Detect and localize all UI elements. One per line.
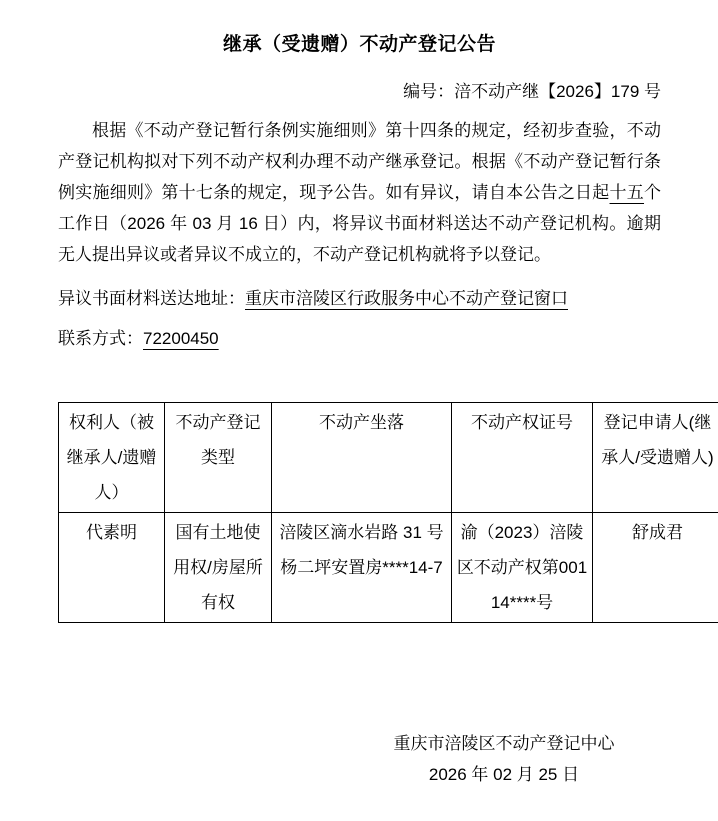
- issue-date: 2026 年 02 月 25 日: [428, 765, 580, 784]
- notice-text-after: 个工作日（2026 年 03 月 16 日）内，将异议书面材料送达不动产登记机构。逾期无人提出异议或者异议不成立的，不动产登记机构就将予以登记。: [58, 183, 662, 264]
- notice-paragraph: [58, 115, 661, 270]
- col-header-applicant: 登记申请人(继承人/受遗赠人): [593, 403, 718, 513]
- col-header-registration-type: 不动产登记类型: [165, 403, 272, 513]
- objection-address-line: [58, 283, 661, 314]
- cell-property-location: 涪陵区滴水岩路 31 号杨二坪安置房****14-7: [272, 513, 452, 623]
- table-header: [59, 403, 718, 513]
- table-body: [59, 513, 718, 623]
- page-title: 继承（受遗赠）不动产登记公告: [222, 34, 496, 55]
- contact-line: [58, 323, 661, 354]
- contact-phone-value: 72200450: [143, 329, 219, 348]
- doc-number: 编号：涪不动产继【2026】179 号: [403, 82, 661, 101]
- col-header-owner: 权利人（被继承人/遗赠人）: [59, 403, 165, 513]
- deadline-days-underlined: 十五: [609, 183, 645, 202]
- table-header-row: [59, 403, 718, 513]
- cell-certificate-number: 渝（2023）涪陵区不动产权第00114****号: [452, 513, 593, 623]
- cell-registration-type: 国有土地使用权/房屋所有权: [165, 513, 272, 623]
- col-header-location: 不动产坐落: [272, 403, 452, 513]
- col-header-certificate-number: 不动产权证号: [452, 403, 593, 513]
- cell-owner-name: 代素明: [59, 513, 165, 623]
- property-registration-table: [58, 402, 718, 623]
- table-row: [59, 513, 718, 623]
- notice-text-before: 根据《不动产登记暂行条例实施细则》第十四条的规定，经初步查验，不动产登记机构拟对下列不动产权利办理不动产继承登记。根据《不动产登记暂行条例实施细则》第十七条的规定，现予公告。如有异议，请自本公告之日起: [58, 121, 661, 202]
- objection-address-label: 异议书面材料送达地址：: [58, 289, 245, 308]
- issuer-org-name: 重庆市涪陵区不动产登记中心: [393, 734, 615, 753]
- cell-applicant-name: 舒成君: [593, 513, 718, 623]
- objection-address-value: 重庆市涪陵区行政服务中心不动产登记窗口: [245, 289, 568, 308]
- contact-label: 联系方式：: [58, 329, 143, 348]
- signature-block: [359, 728, 649, 790]
